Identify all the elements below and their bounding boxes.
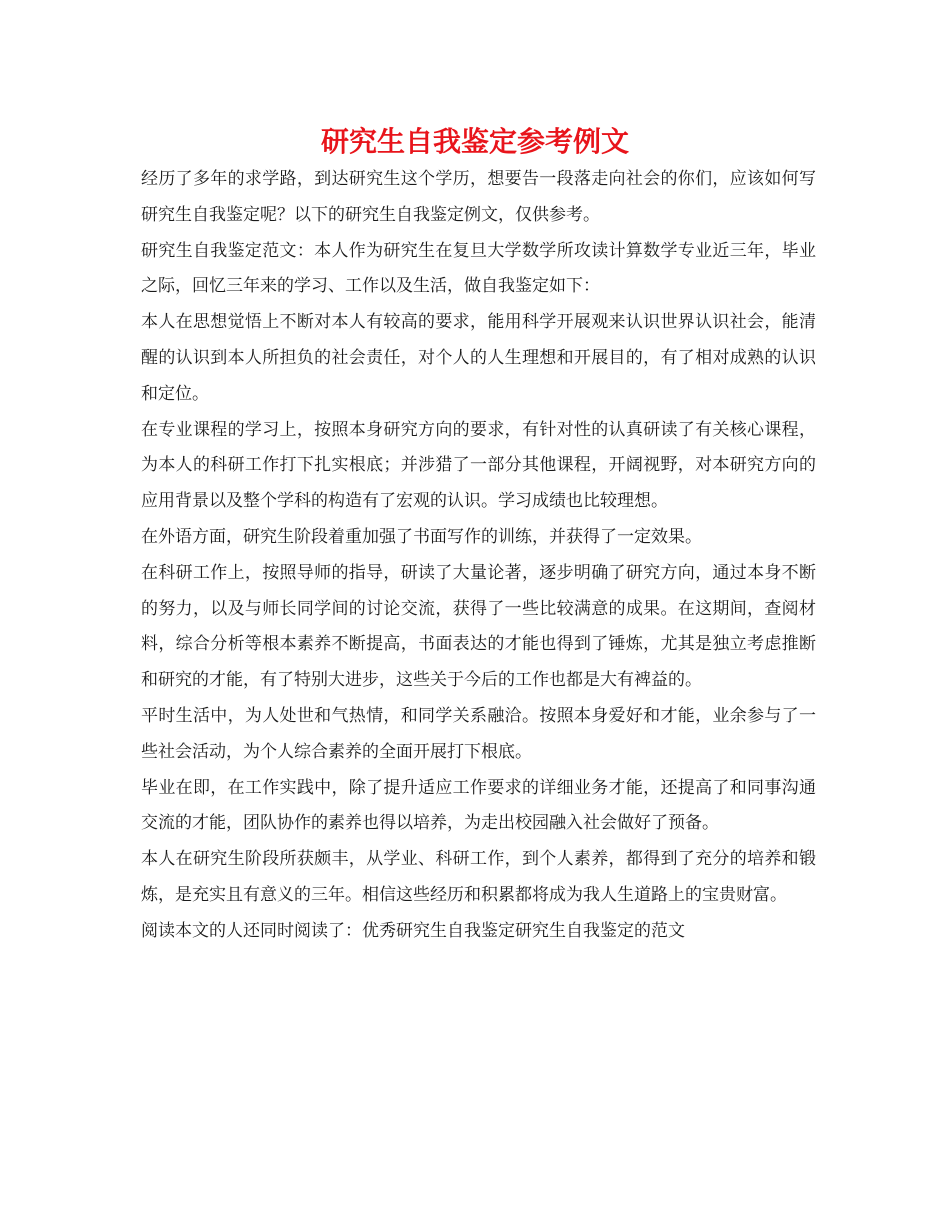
paragraph-sample-intro: 研究生自我鉴定范文：本人作为研究生在复旦大学数学所攻读计算数学专业近三年，毕业之际，回忆三年来的学习、工作以及生活，做自我鉴定如下： bbox=[141, 240, 816, 297]
paragraph-research: 在科研工作上，按照导师的指导，研读了大量论著，逐步明确了研究方向，通过本身不断的努力，以及与师长同学间的讨论交流，获得了一些比较满意的成果。在这期间，查阅材料，综合分析等根本素养不断提高，书面表达的才能也得到了锤炼，尤其是独立考虑推断和研究的才能，有了特别大进步，这些关于今后的工作也都是大有裨益的。 bbox=[141, 562, 816, 691]
paragraph-coursework: 在专业课程的学习上，按照本身研究方向的要求，有针对性的认真研读了有关核心课程，为本人的科研工作打下扎实根底；并涉猎了一部分其他课程，开阔视野，对本研究方向的应用背景以及整个学科的构造有了宏观的认识。学习成绩也比较理想。 bbox=[141, 419, 816, 512]
paragraph-related-reading: 阅读本文的人还同时阅读了：优秀研究生自我鉴定研究生自我鉴定的范文 bbox=[141, 920, 685, 941]
paragraph-summary: 本人在研究生阶段所获颇丰，从学业、科研工作，到个人素养，都得到了充分的培养和锻炼，是充实且有意义的三年。相信这些经历和积累都将成为我人生道路上的宝贵财富。 bbox=[141, 849, 816, 905]
paragraph-practice: 毕业在即，在工作实践中，除了提升适应工作要求的详细业务才能，还提高了和同事沟通交流的才能，团队协作的素养也得以培养，为走出校园融入社会做好了预备。 bbox=[141, 777, 816, 834]
document-body bbox=[141, 162, 816, 950]
paragraph-daily-life: 平时生活中，为人处世和气热情，和同学关系融洽。按照本身爱好和才能，业余参与了一些社会活动，为个人综合素养的全面开展打下根底。 bbox=[141, 705, 816, 762]
paragraph-foreign-language: 在外语方面，研究生阶段着重加强了书面写作的训练，并获得了一定效果。 bbox=[141, 526, 702, 547]
paragraph-intro: 经历了多年的求学路，到达研究生这个学历，想要告一段落走向社会的你们，应该如何写研究生自我鉴定呢？以下的研究生自我鉴定例文，仅供参考。 bbox=[141, 169, 816, 225]
paragraph-ideology: 本人在思想觉悟上不断对本人有较高的要求，能用科学开展观来认识世界认识社会，能清醒的认识到本人所担负的社会责任，对个人的人生理想和开展目的，有了相对成熟的认识和定位。 bbox=[141, 312, 816, 404]
document-title: 研究生自我鉴定参考例文 bbox=[320, 125, 629, 158]
